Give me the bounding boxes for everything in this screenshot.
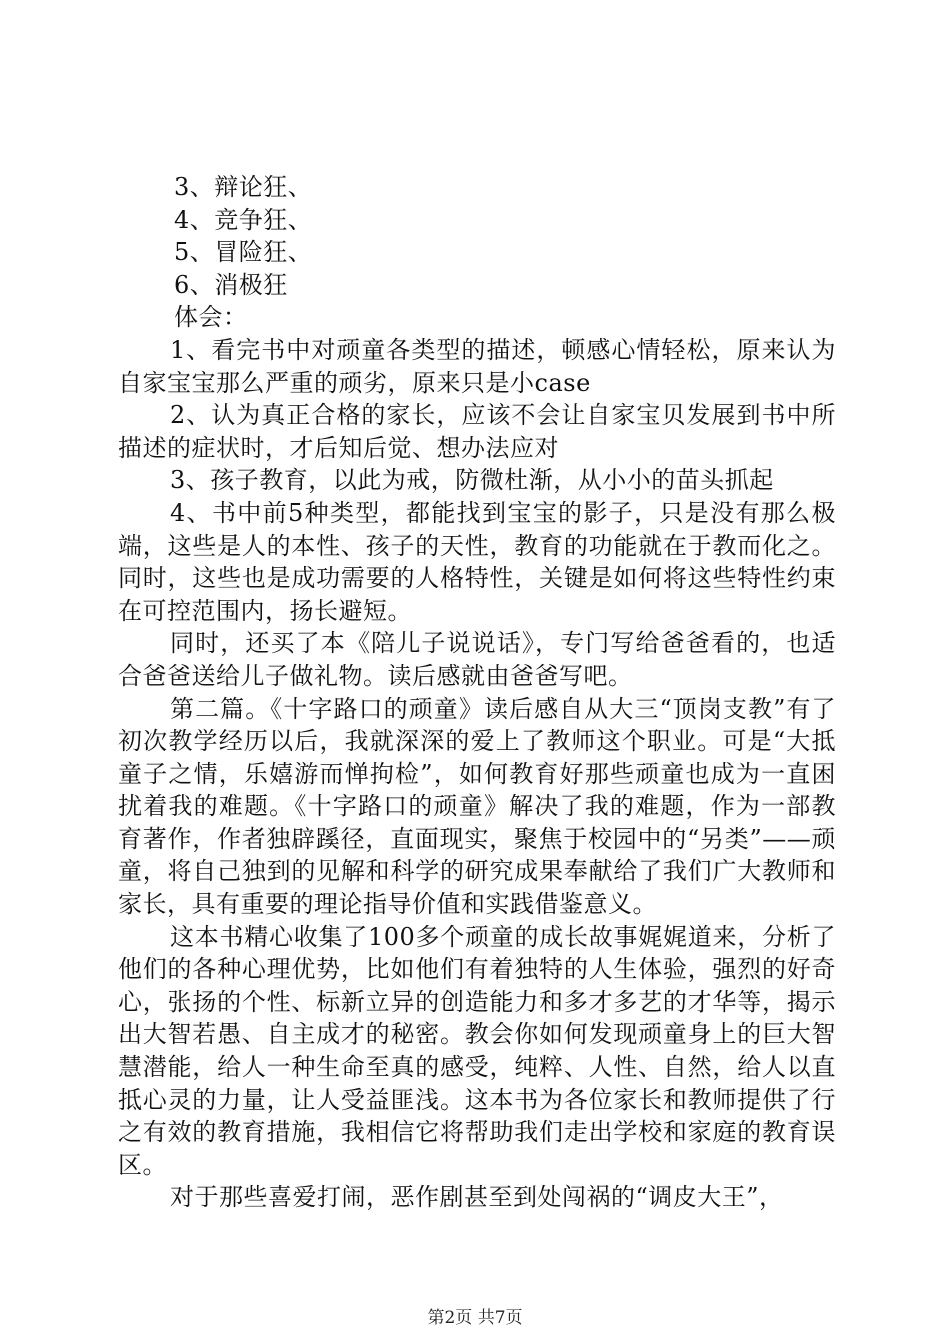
paragraph: 1、看完书中对顽童各类型的描述，顿感心情轻松，原来认为自家宝宝那么严重的顽劣，原来只是小case [118,335,836,397]
paragraph: 这本书精心收集了100多个顽童的成长故事娓娓道来，分析了他们的各种心理优势，比如他们有着独特的人生体验，强烈的好奇心，张扬的个性、标新立异的创造能力和多才多艺的才华等，揭示出大智若愚、自主成才的秘密。教会你如何发现顽童身上的巨大智慧潜能，给人一种生命至真的感受，纯粹、人性、自然，给人以直抵心灵的力量，让人受益匪浅。这本书为各位家长和教师提供了行之有效的教育措施，我相信它将帮助我们走出学校和家庭的教育误区。 [118,922,836,1179]
paragraph: 同时，还买了本《陪儿子说说话》，专门写给爸爸看的，也适合爸爸送给儿子做礼物。读后感就由爸爸写吧。 [118,629,836,690]
list-item: 5、冒险狂、 [174,238,313,267]
list-item: 4、竞争狂、 [174,205,313,234]
page-footer: 第2页 共7页 [427,1308,523,1328]
paragraph: 4、书中前5种类型，都能找到宝宝的影子，只是没有那么极端，这些是人的本性、孩子的天性，教育的功能就在于教而化之。同时，这些也是成功需要的人格特性，关键是如何将这些特性约束在可控范围内，扬长避短。 [118,498,836,625]
paragraph: 对于那些喜爱打闹，恶作剧甚至到处闯祸的“调皮大王”， [170,1183,784,1212]
paragraph: 2、认为真正合格的家长，应该不会让自家宝贝发展到书中所描述的症状时，才后知后觉、想办法应对 [118,401,836,462]
paragraph: 第二篇。《十字路口的顽童》读后感自从大三“顶岗支教”有了初次教学经历以后，我就深深的爱上了教师这个职业。可是“大抵童子之情，乐嬉游而惮拘检”，如何教育好那些顽童也成为一直困扰着我的难题。《十字路口的顽童》解决了我的难题，作为一部教育著作，作者独辟蹊径，直面现实，聚焦于校园中的“另类”——顽童，将自己独到的见解和科学的研究成果奉献给了我们广大教师和家长，具有重要的理论指导价值和实践借鉴意义。 [118,694,836,919]
document-body [118,171,836,1214]
section-heading: 体会： [174,303,248,332]
list-item: 6、消极狂 [174,270,288,299]
list-item: 3、辩论狂、 [174,173,313,201]
paragraph: 3、孩子教育，以此为戒，防微杜渐，从小小的苗头抓起 [170,466,774,495]
